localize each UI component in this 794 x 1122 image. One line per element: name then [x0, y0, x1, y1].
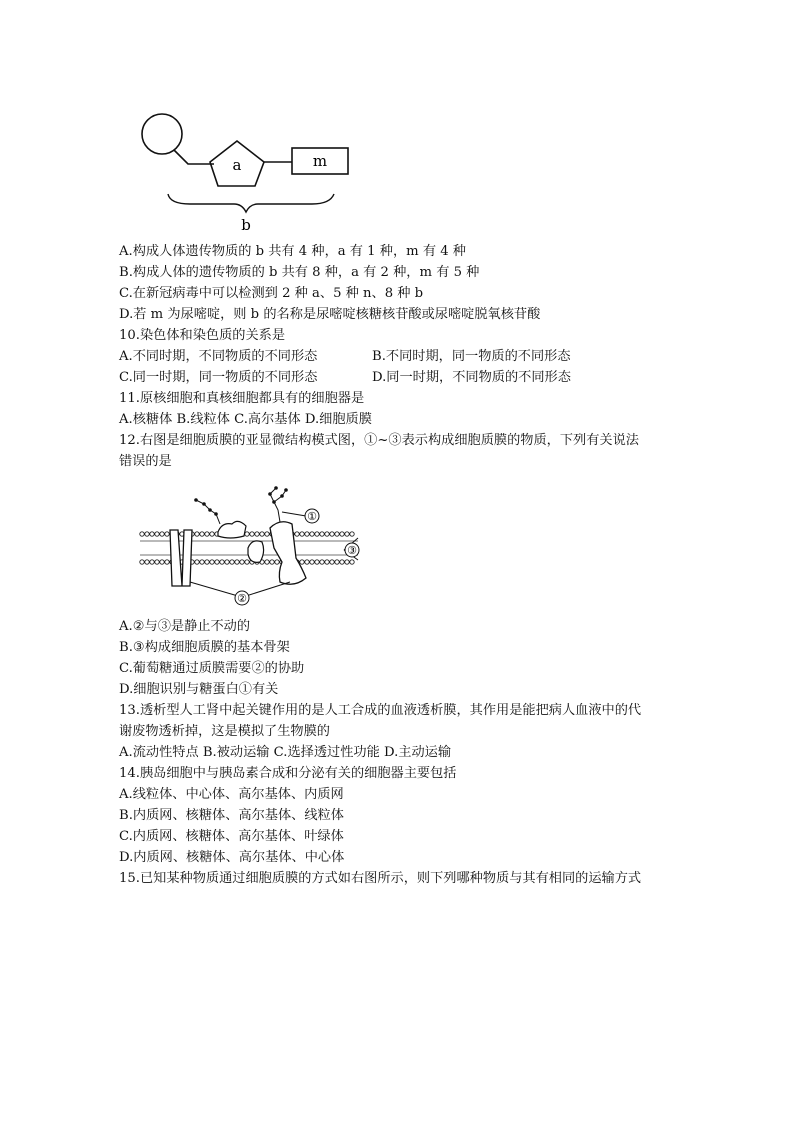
phospholipid-head	[165, 532, 169, 536]
phospholipid-head	[310, 560, 314, 564]
q10-option-b: B.不同时期，同一物质的不同形态	[372, 349, 571, 364]
q11-options: A.核糖体 B.线粒体 C.高尔基体 D.细胞质膜	[119, 412, 372, 427]
q10-stem: 10.染色体和染色质的关系是	[119, 328, 286, 343]
phospholipid-head	[200, 532, 204, 536]
phospholipid-head	[165, 560, 169, 564]
phospholipid-head	[325, 532, 329, 536]
label-m: m	[312, 152, 328, 170]
phospholipid-head	[195, 532, 199, 536]
phospholipid-head	[300, 532, 304, 536]
q9-option-c: C.在新冠病毒中可以检测到 2 种 a、5 种 n、8 种 b	[119, 286, 424, 301]
phospholipid-head	[270, 560, 274, 564]
phospholipid-head	[350, 560, 354, 564]
phospholipid-head	[350, 532, 354, 536]
phospholipid-head	[300, 560, 304, 564]
protein-left-channel	[170, 530, 192, 586]
q10-option-d: D.同一时期，不同物质的不同形态	[372, 370, 571, 385]
callout-1: ①	[307, 510, 317, 523]
phospholipid-head	[325, 560, 329, 564]
q14-option-c: C.内质网、核糖体、高尔基体、叶绿体	[119, 829, 344, 844]
phospholipid-head	[160, 532, 164, 536]
phospholipid-head	[260, 532, 264, 536]
q9-option-d: D.若 m 为尿嘧啶，则 b 的名称是尿嘧啶核糖核苷酸或尿嘧啶脱氧核苷酸	[119, 307, 541, 322]
q10-option-a: A.不同时期，不同物质的不同形态	[119, 349, 318, 364]
q13-options: A.流动性特点 B.被动运输 C.选择透过性功能 D.主动运输	[119, 745, 452, 760]
glycoprotein-chain-left	[196, 500, 220, 524]
phospholipid-head	[240, 560, 244, 564]
pointer-1	[282, 512, 306, 516]
q10-option-c: C.同一时期，同一物质的不同形态	[119, 370, 318, 385]
phospholipid-head	[145, 532, 149, 536]
q11-stem: 11.原核细胞和真核细胞都具有的细胞器是	[119, 391, 365, 406]
phospholipid-head	[250, 532, 254, 536]
phospholipid-head	[150, 532, 154, 536]
callout-3: ③	[347, 544, 357, 557]
q9-option-b: B.构成人体的遗传物质的 b 共有 8 种，a 有 2 种，m 有 5 种	[119, 265, 480, 280]
phospholipid-head	[245, 532, 249, 536]
q14-option-b: B.内质网、核糖体、高尔基体、线粒体	[119, 808, 344, 823]
phospholipid-head	[140, 560, 144, 564]
q12-option-d: D.细胞识别与糖蛋白①有关	[119, 682, 279, 697]
q12-option-a: A.②与③是静止不动的	[119, 619, 251, 634]
phosphate-sugar-link	[174, 150, 214, 164]
phospholipid-head	[310, 532, 314, 536]
glycoprotein-chain-right	[270, 488, 286, 522]
q12-option-c: C.葡萄糖通过质膜需要②的协助	[119, 661, 305, 676]
membrane-diagram	[130, 478, 380, 608]
phospholipid-head	[145, 560, 149, 564]
label-a: a	[232, 156, 242, 174]
phospholipid-head	[140, 532, 144, 536]
q15-stem: 15.已知某种物质通过细胞质膜的方式如右图所示，则下列哪种物质与其有相同的运输方式	[119, 871, 642, 886]
phospholipid-head	[210, 532, 214, 536]
phospholipid-head	[205, 532, 209, 536]
phospholipid-head	[335, 532, 339, 536]
protein-transmembrane-right	[270, 522, 306, 585]
pointer-2-right	[246, 582, 290, 596]
phospholipid-head	[200, 560, 204, 564]
phospholipid-head	[265, 560, 269, 564]
phospholipid-head	[340, 532, 344, 536]
phospholipid-head	[335, 560, 339, 564]
q14-stem: 14.胰岛细胞中与胰岛素合成和分泌有关的细胞器主要包括	[119, 766, 457, 781]
phospholipid-head	[330, 560, 334, 564]
phospholipid-head	[195, 560, 199, 564]
phospholipid-head	[155, 532, 159, 536]
phospholipid-head	[150, 560, 154, 564]
q12-stem-line2: 错误的是	[119, 454, 172, 469]
callout-2: ②	[237, 592, 247, 605]
protein-embedded-middle	[248, 541, 264, 562]
q13-stem-line2: 谢废物透析掉，这是模拟了生物膜的	[119, 724, 330, 739]
phospholipid-head	[305, 532, 309, 536]
phospholipid-head	[235, 560, 239, 564]
phospholipid-head	[225, 560, 229, 564]
phospholipid-head	[275, 560, 279, 564]
q14-option-d: D.内质网、核糖体、高尔基体、中心体	[119, 850, 345, 865]
phosphate-circle	[142, 114, 182, 154]
phospholipid-head	[315, 560, 319, 564]
q14-option-a: A.线粒体、中心体、高尔基体、内质网	[119, 787, 344, 802]
brace	[168, 194, 334, 212]
phospholipid-head	[220, 560, 224, 564]
phospholipid-head	[155, 560, 159, 564]
phospholipid-head	[210, 560, 214, 564]
phospholipid-head	[255, 532, 259, 536]
phospholipid-head	[345, 560, 349, 564]
phospholipid-head	[230, 560, 234, 564]
phospholipid-head	[205, 560, 209, 564]
phospholipid-head	[340, 560, 344, 564]
q12-stem-line1: 12.右图是细胞质膜的亚显微结构模式图，①~③表示构成细胞质膜的物质，下列有关说法	[119, 433, 639, 448]
nucleotide-diagram	[130, 108, 390, 238]
pointer-2-left	[190, 582, 238, 596]
phospholipid-head	[295, 532, 299, 536]
phospholipid-head	[345, 532, 349, 536]
phospholipid-head	[320, 560, 324, 564]
protein-top-peripheral	[218, 521, 246, 538]
label-b: b	[241, 216, 251, 234]
phospholipid-head	[265, 532, 269, 536]
q9-option-a: A.构成人体遗传物质的 b 共有 4 种，a 有 1 种，m 有 4 种	[119, 244, 466, 259]
phospholipid-head	[160, 560, 164, 564]
phospholipid-head	[330, 532, 334, 536]
phospholipid-head	[315, 532, 319, 536]
phospholipid-head	[215, 560, 219, 564]
q13-stem-line1: 13.透析型人工肾中起关键作用的是人工合成的血液透析膜，其作用是能把病人血液中的代	[119, 703, 642, 718]
phospholipid-head	[320, 532, 324, 536]
phospholipid-head	[305, 560, 309, 564]
q12-option-b: B.③构成细胞质膜的基本骨架	[119, 640, 290, 655]
phospholipid-head	[245, 560, 249, 564]
